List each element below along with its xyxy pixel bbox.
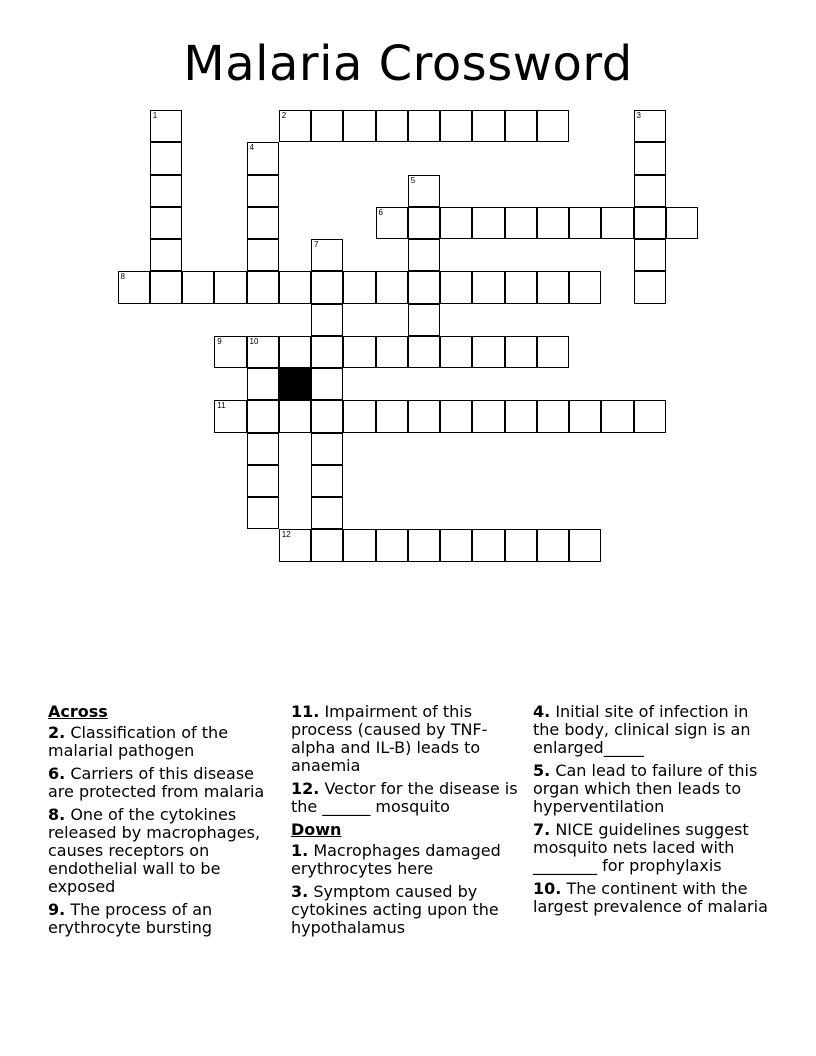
grid-cell[interactable]	[440, 400, 472, 432]
clue-number: 4.	[533, 702, 551, 721]
grid-cell[interactable]	[279, 271, 311, 303]
clue-text: Classification of the malarial pathogen	[48, 723, 229, 760]
clue-text: Initial site of infection in the body, clinical sign is an enlarged_____	[533, 702, 751, 757]
across-clue-12	[291, 780, 527, 816]
down-clue-3	[291, 883, 527, 937]
cell-number: 2	[281, 111, 287, 120]
clue-text: Impairment of this process (caused by TNF-alpha and IL-B) leads to anaemia	[291, 702, 488, 775]
grid-cell[interactable]	[279, 400, 311, 432]
clue-number: 5.	[533, 761, 551, 780]
grid-cell[interactable]	[150, 271, 182, 303]
grid-cell[interactable]	[247, 271, 279, 303]
grid-cell[interactable]	[505, 110, 537, 142]
grid-cell[interactable]	[472, 529, 504, 561]
grid-cell[interactable]	[505, 529, 537, 561]
clue-number: 12.	[291, 779, 320, 798]
clue-number: 3.	[291, 882, 309, 901]
grid-cell[interactable]	[505, 400, 537, 432]
black-cell	[279, 368, 311, 400]
grid-cell[interactable]	[634, 110, 666, 142]
grid-cell[interactable]	[440, 336, 472, 368]
page-title: Malaria Crossword	[183, 36, 633, 92]
grid-cell[interactable]	[376, 207, 408, 239]
grid-cell[interactable]	[537, 271, 569, 303]
across-clue-8	[48, 806, 284, 896]
cell-number: 11	[217, 401, 226, 411]
clue-text: The continent with the largest prevalence of malaria	[533, 879, 768, 916]
grid-cell[interactable]	[150, 207, 182, 239]
grid-cell[interactable]	[440, 529, 472, 561]
grid-cell[interactable]	[408, 239, 440, 271]
grid-cell[interactable]	[343, 400, 375, 432]
grid-cell[interactable]	[311, 239, 343, 271]
grid-cell[interactable]	[343, 336, 375, 368]
grid-cell[interactable]	[408, 207, 440, 239]
grid-cell[interactable]	[666, 207, 698, 239]
grid-cell[interactable]	[634, 175, 666, 207]
grid-cell[interactable]	[150, 142, 182, 174]
clue-number: 9.	[48, 900, 66, 919]
grid-cell[interactable]	[247, 400, 279, 432]
grid-cell[interactable]	[311, 433, 343, 465]
grid-cell[interactable]	[279, 110, 311, 142]
grid-cell[interactable]	[343, 529, 375, 561]
clue-number: 11.	[291, 702, 320, 721]
grid-cell[interactable]	[472, 110, 504, 142]
grid-cell[interactable]	[537, 207, 569, 239]
grid-cell[interactable]	[440, 207, 472, 239]
grid-cell[interactable]	[440, 271, 472, 303]
grid-cell[interactable]	[311, 529, 343, 561]
grid-cell[interactable]	[247, 175, 279, 207]
grid-cell[interactable]	[182, 271, 214, 303]
down-heading: Down	[291, 820, 342, 839]
cell-number: 3	[636, 111, 641, 120]
grid-cell[interactable]	[247, 207, 279, 239]
clue-text: NICE guidelines suggest mosquito nets laced with ________ for prophylaxis	[533, 820, 749, 875]
grid-cell[interactable]	[569, 271, 601, 303]
across-clue-9	[48, 901, 284, 937]
across-heading: Across	[48, 702, 108, 721]
grid-cell[interactable]	[376, 400, 408, 432]
grid-cell[interactable]	[505, 207, 537, 239]
clue-column-1	[48, 703, 284, 942]
grid-cell[interactable]	[634, 239, 666, 271]
grid-cell[interactable]	[537, 400, 569, 432]
cell-number: 4	[249, 143, 254, 153]
grid-cell[interactable]	[343, 110, 375, 142]
grid-cell[interactable]	[472, 400, 504, 432]
grid-cell[interactable]	[214, 271, 246, 303]
clue-text: Symptom caused by cytokines acting upon the hypothalamus	[291, 882, 499, 937]
cell-number: 10	[249, 336, 259, 346]
clue-number: 1.	[291, 841, 309, 860]
grid-cell[interactable]	[376, 271, 408, 303]
grid-cell[interactable]	[247, 433, 279, 465]
cell-number: 12	[281, 530, 291, 540]
cell-number: 1	[152, 111, 158, 120]
grid-cell[interactable]	[311, 400, 343, 432]
grid-cell[interactable]	[247, 336, 279, 368]
clue-text: Carriers of this disease are protected from malaria	[48, 764, 265, 801]
down-clue-4	[533, 703, 769, 757]
grid-cell[interactable]	[150, 239, 182, 271]
grid-cell[interactable]	[634, 207, 666, 239]
cell-number: 8	[120, 272, 125, 282]
grid-cell[interactable]	[311, 465, 343, 497]
grid-cell[interactable]	[376, 110, 408, 142]
clue-text: The process of an erythrocyte bursting	[48, 900, 213, 937]
grid-cell[interactable]	[376, 529, 408, 561]
across-clue-11	[291, 703, 527, 775]
grid-cell[interactable]	[311, 497, 343, 529]
grid-cell[interactable]	[311, 304, 343, 336]
cell-number: 9	[217, 336, 222, 346]
grid-cell[interactable]	[118, 271, 150, 303]
grid-cell[interactable]	[537, 529, 569, 561]
grid-cell[interactable]	[376, 336, 408, 368]
grid-cell[interactable]	[247, 142, 279, 174]
grid-cell[interactable]	[634, 271, 666, 303]
grid-cell[interactable]	[343, 271, 375, 303]
clue-number: 10.	[533, 879, 562, 898]
grid-cell[interactable]	[311, 271, 343, 303]
down-clue-5	[533, 762, 769, 816]
grid-cell[interactable]	[408, 110, 440, 142]
grid-cell[interactable]	[408, 336, 440, 368]
grid-cell[interactable]	[569, 207, 601, 239]
grid-cell[interactable]	[279, 336, 311, 368]
grid-cell[interactable]	[214, 336, 246, 368]
grid-cell[interactable]	[505, 336, 537, 368]
grid-cell[interactable]	[311, 336, 343, 368]
cell-number: 7	[314, 240, 319, 249]
clue-text: One of the cytokines released by macrophages, causes receptors on endothelial wall to be exposed	[48, 805, 261, 896]
clue-text: Can lead to failure of this organ which then leads to hyperventilation	[533, 761, 758, 816]
across-clue-6	[48, 765, 284, 801]
grid-cell[interactable]	[537, 110, 569, 142]
grid-cell[interactable]	[247, 239, 279, 271]
grid-cell[interactable]	[472, 336, 504, 368]
grid-cell[interactable]	[569, 529, 601, 561]
grid-cell[interactable]	[311, 110, 343, 142]
grid-cell[interactable]	[408, 271, 440, 303]
grid-cell[interactable]	[150, 110, 182, 142]
grid-cell[interactable]	[408, 529, 440, 561]
grid-cell[interactable]	[279, 529, 311, 561]
clue-number: 7.	[533, 820, 551, 839]
clue-number: 8.	[48, 805, 66, 824]
grid-cell[interactable]	[601, 207, 633, 239]
grid-cell[interactable]	[247, 368, 279, 400]
grid-cell[interactable]	[247, 465, 279, 497]
clue-text: Vector for the disease is the ______ mosquito	[291, 779, 518, 816]
clue-column-3	[533, 703, 769, 921]
grid-cell[interactable]	[311, 368, 343, 400]
cell-number: 6	[378, 207, 383, 217]
grid-cell[interactable]	[634, 142, 666, 174]
grid-cell[interactable]	[472, 207, 504, 239]
across-clue-2	[48, 724, 284, 760]
grid-cell[interactable]	[214, 400, 246, 432]
cell-number: 5	[410, 175, 416, 185]
clue-column-2	[291, 703, 527, 942]
grid-cell[interactable]	[569, 400, 601, 432]
down-clue-7	[533, 821, 769, 875]
clue-number: 2.	[48, 723, 66, 742]
grid-cell[interactable]	[408, 304, 440, 336]
grid-cell[interactable]	[634, 400, 666, 432]
grid-cell[interactable]	[601, 400, 633, 432]
grid-cell[interactable]	[505, 271, 537, 303]
clue-number: 6.	[48, 764, 66, 783]
grid-cell[interactable]	[472, 271, 504, 303]
grid-cell[interactable]	[537, 336, 569, 368]
grid-cell[interactable]	[440, 110, 472, 142]
down-clue-10	[533, 880, 769, 916]
grid-cell[interactable]	[408, 175, 440, 207]
grid-cell[interactable]	[247, 497, 279, 529]
clue-text: Macrophages damaged erythrocytes here	[291, 841, 501, 878]
grid-cell[interactable]	[150, 175, 182, 207]
down-clue-1	[291, 842, 527, 878]
grid-cell[interactable]	[408, 400, 440, 432]
